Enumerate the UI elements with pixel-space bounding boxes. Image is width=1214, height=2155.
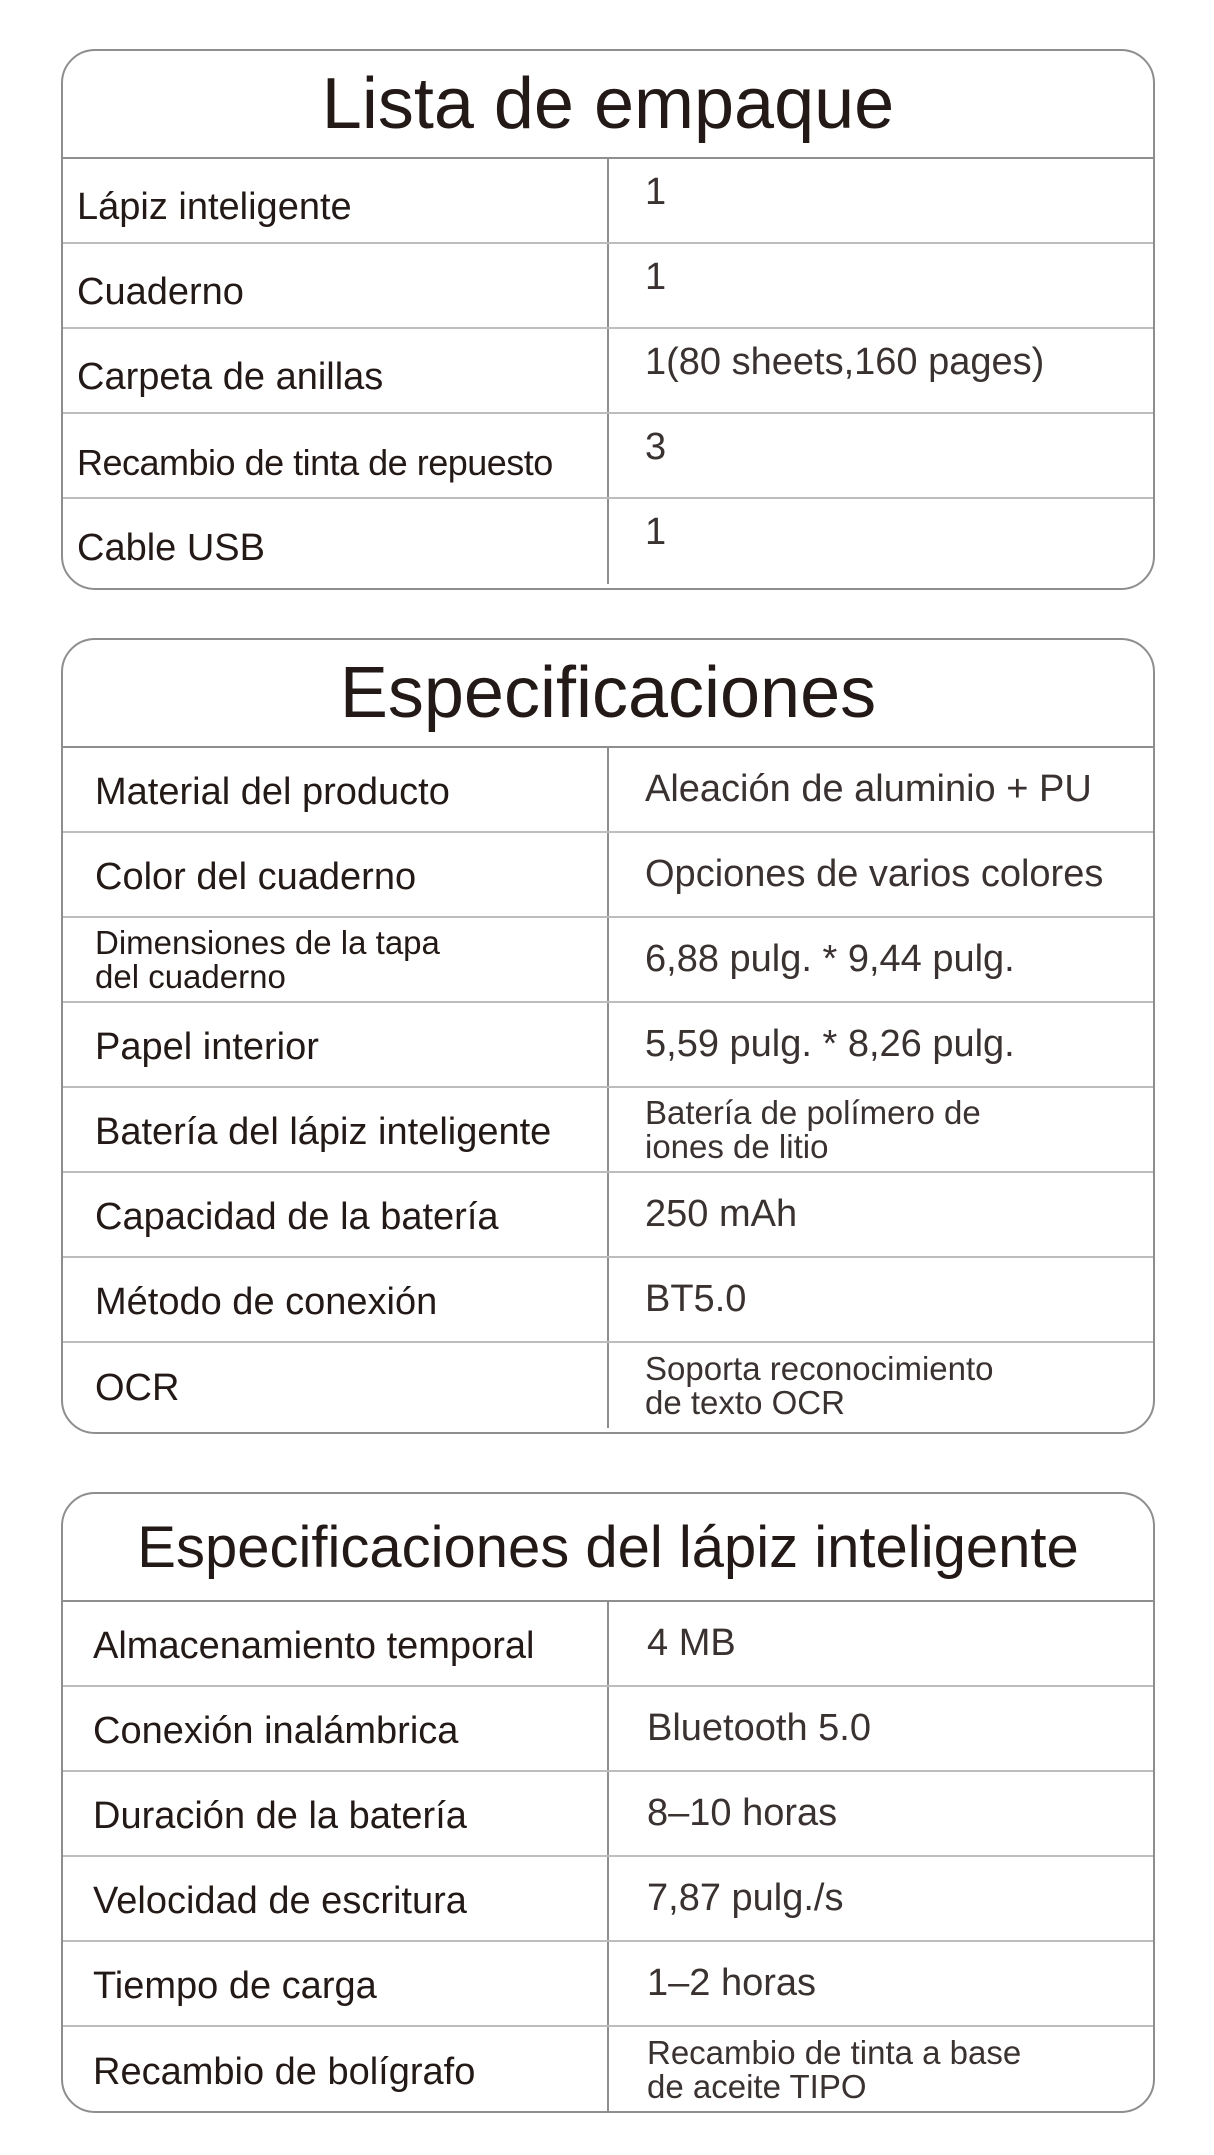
row-value: Bluetooth 5.0: [647, 1707, 871, 1749]
table-row: [63, 1258, 1153, 1343]
row-value-line2: iones de litio: [645, 1127, 829, 1165]
row-value-line1: Recambio de tinta a base: [647, 2033, 1022, 2071]
row-value: 1: [645, 171, 667, 213]
row-label: Carpeta de anillas: [63, 329, 609, 412]
row-label: OCR: [63, 1343, 609, 1428]
row-value: [609, 1343, 1153, 1428]
table-row: [63, 2027, 1153, 2112]
row-value: Aleación de aluminio + PU: [645, 768, 1092, 810]
table-row: [63, 918, 1153, 1003]
row-label: Almacenamiento temporal: [63, 1602, 609, 1685]
row-label: Tiempo de carga: [63, 1942, 609, 2025]
row-label: Material del producto: [63, 748, 609, 831]
row-value: 1: [645, 256, 667, 298]
row-value-line2: de texto OCR: [645, 1383, 845, 1421]
table-row: [63, 159, 1153, 244]
row-value: 4 MB: [647, 1622, 736, 1664]
specifications-title: Especificaciones: [63, 640, 1153, 748]
table-row: [63, 1857, 1153, 1942]
row-value: 6,88 pulg. * 9,44 pulg.: [645, 938, 1015, 980]
table-row: [63, 1687, 1153, 1772]
pen-specifications-title: Especificaciones del lápiz inteligente: [63, 1494, 1153, 1602]
row-label: Recambio de tinta de repuesto: [63, 414, 609, 497]
row-value: 8–10 horas: [647, 1792, 838, 1834]
row-label: Lápiz inteligente: [63, 159, 609, 242]
table-row: [63, 1088, 1153, 1173]
table-row: [63, 1343, 1153, 1428]
table-row: [63, 1173, 1153, 1258]
table-row: [63, 329, 1153, 414]
pen-specifications-table: [61, 1492, 1155, 2113]
row-value: 1–2 horas: [647, 1962, 817, 2004]
table-row: [63, 833, 1153, 918]
row-value: 7,87 pulg./s: [647, 1877, 844, 1919]
row-value-line2: de aceite TIPO: [647, 2067, 867, 2105]
row-value: [609, 1088, 1153, 1171]
row-value: [609, 2027, 1153, 2112]
row-label: Duración de la batería: [63, 1772, 609, 1855]
row-label: Cable USB: [63, 499, 609, 584]
row-value: 5,59 pulg. * 8,26 pulg.: [645, 1023, 1015, 1065]
row-label: [63, 918, 609, 1001]
row-label-line1: Dimensiones de la tapa: [95, 923, 440, 961]
row-label: Recambio de bolígrafo: [63, 2027, 609, 2112]
packing-list-title: Lista de empaque: [63, 51, 1153, 159]
row-label: Conexión inalámbrica: [63, 1687, 609, 1770]
row-label: Velocidad de escritura: [63, 1857, 609, 1940]
row-label: Papel interior: [63, 1003, 609, 1086]
row-label: Método de conexión: [63, 1258, 609, 1341]
row-value-line1: Soporta reconocimiento: [645, 1349, 994, 1387]
row-label-line2: del cuaderno: [95, 957, 286, 995]
row-label: Color del cuaderno: [63, 833, 609, 916]
table-row: [63, 1602, 1153, 1687]
row-label: Capacidad de la batería: [63, 1173, 609, 1256]
row-value: 250 mAh: [645, 1193, 798, 1235]
row-value: Opciones de varios colores: [645, 853, 1104, 895]
table-row: [63, 499, 1153, 584]
specifications-table: [61, 638, 1155, 1434]
row-value: BT5.0: [645, 1278, 747, 1320]
table-row: [63, 244, 1153, 329]
row-value: 1: [645, 511, 667, 553]
row-label: Batería del lápiz inteligente: [63, 1088, 609, 1171]
row-label: Cuaderno: [63, 244, 609, 327]
packing-list-table: [61, 49, 1155, 590]
row-value: 3: [645, 426, 667, 468]
table-row: [63, 1003, 1153, 1088]
table-row: [63, 1942, 1153, 2027]
table-row: [63, 414, 1153, 499]
row-value-line1: Batería de polímero de: [645, 1093, 981, 1131]
row-value: 1(80 sheets,160 pages): [645, 341, 1045, 383]
table-row: [63, 748, 1153, 833]
table-row: [63, 1772, 1153, 1857]
